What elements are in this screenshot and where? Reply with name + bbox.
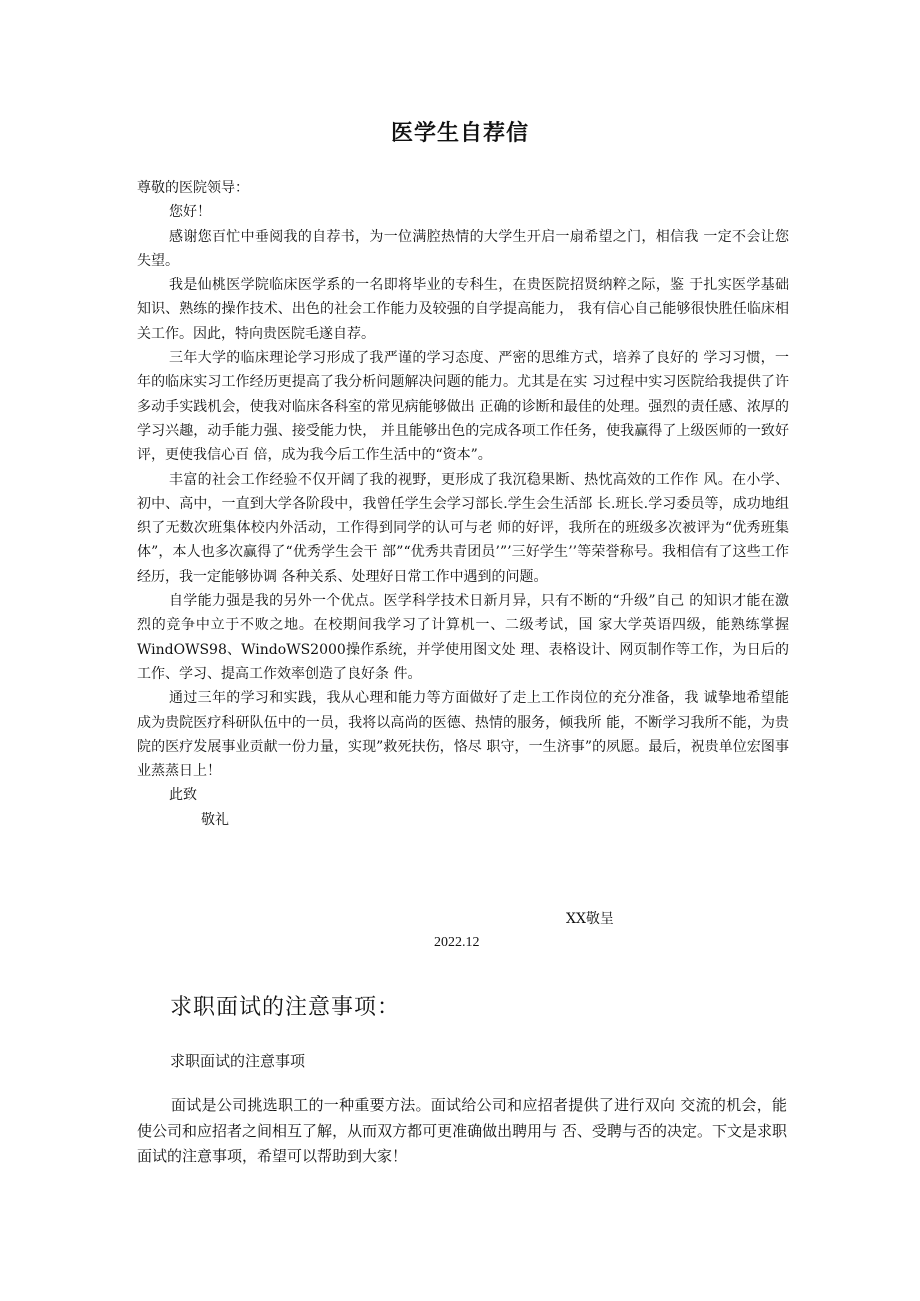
section-subheading: 求职面试的注意事项 (170, 1052, 306, 1070)
closing-line-1: 此致 (169, 787, 197, 804)
section-heading: 求职面试的注意事项： (170, 995, 401, 1020)
paragraph-conclusion: 通过三年的学习和实践，我从心理和能力等方面做好了走上工作岗位的充分准备，我 诚挚地希望能成为贵院医疗科研队伍中的一员，我将以高尚的医德、热情的服务，倾我所 能，不断学习我所不能，为贵院的医疗发展事业贡献一份力量，实现”救死扶伤，恪尽 职守，一生济事”的夙愿。最后，祝贵单位宏图事业蒸蒸日上！ (137, 690, 789, 780)
document-title: 医学生自荐信 (390, 121, 529, 146)
salutation: 尊敬的医院领导： (137, 180, 249, 196)
section-body: 面试是公司挑选职工的一种重要方法。面试给公司和应招者提供了进行双向 交流的机会，能使公司和应招者之间相互了解，从而双方都可更准确做出聘用与 否、受聘与否的决定。下文是求职面试的注意事项，希望可以帮助到大家！ (137, 1096, 787, 1165)
paragraph-social-work: 丰富的社会工作经验不仅开阔了我的视野，更形成了我沉稳果断、热忱高效的工作作 风。在小学、初中、高中，一直到大学各阶段中，我曾任学生会学习部长.学生会生活部 长.班长.学习委员等，成功地组织了无数次班集体校内外活动，工作得到同学的认可与老 师的好评，我所在的班级多次被评为“优秀班集体”，本人也多次赢得了“优秀学生会干 部”“优秀共青团员’”’三好学生’’等荣誉称号。我相信有了这些工作经历，我一定能够协调 各种关系、处理好日常工作中遇到的问题。 (137, 471, 789, 585)
paragraph-self-study: 自学能力强是我的另外一个优点。医学科学技术日新月异，只有不断的“升级”自己 的知识才能在激烈的竞争中立于不败之地。在校期间我学习了计算机一、二级考试，国 家大学英语四级，能熟练掌握WindOWS98、WindoWS2000操作系统，并学使用图文处 理、表格设计、网页制作等工作，为日后的工作、学习、提高工作效率创造了良好条 件。 (137, 593, 789, 682)
letter-body (137, 176, 789, 832)
signature: XX敬呈 (566, 911, 614, 927)
paragraph-clinical-study: 三年大学的临床理论学习形成了我严谨的学习态度、严密的思维方式，培养了良好的 学习习惯，一年的临床实习工作经历更提高了我分析问题解决问题的能力。尤其是在实 习过程中实习医院给我提供了许多动手实践机会，使我对临床各科室的常见病能够做出 正确的诊断和最佳的处理。强烈的责任感、浓厚的学习兴趣，动手能力强、接受能力快， 并且能够出色的完成各项工作任务，使我赢得了上级医师的一致好评，更使我信心百 倍，成为我今后工作生活中的“资本”。 (137, 350, 789, 464)
greeting: 您好！ (169, 204, 211, 221)
closing-line-2: 敬礼 (201, 811, 229, 828)
paragraph-introduction: 我是仙桃医学院临床医学系的一名即将毕业的专科生，在贵医院招贤纳粹之际，鉴 于扎实医学基础知识、熟练的操作技术、出色的社会工作能力及较强的自学提高能力， 我有信心自己能够很快胜任临床相关工作。因此，特向贵医院毛遂自荐。 (137, 277, 789, 342)
paragraph-gratitude: 感谢您百忙中垂阅我的自荐书，为一位满腔热情的大学生开启一扇希望之门，相信我 一定不会让您失望。 (137, 228, 789, 269)
signature-date: 2022.12 (434, 935, 480, 950)
